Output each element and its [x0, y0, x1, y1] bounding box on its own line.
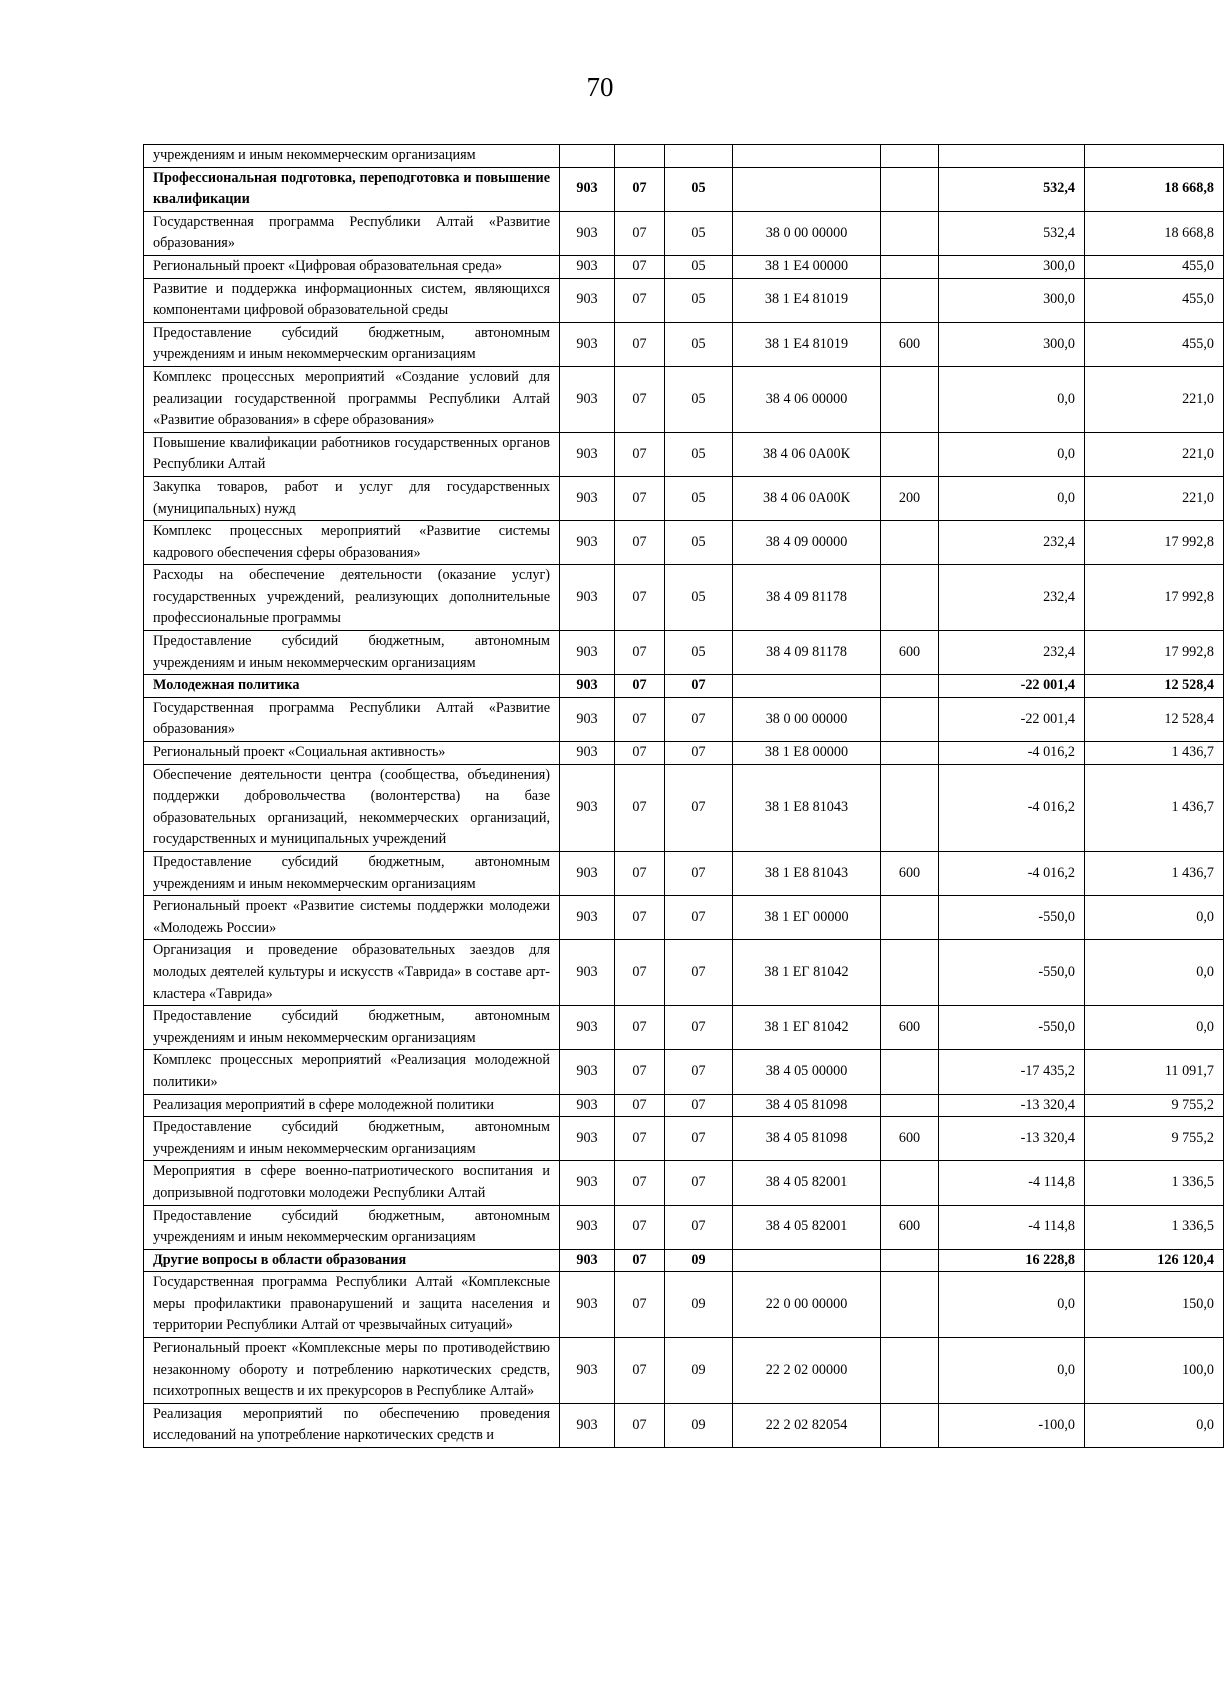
ministry-code-cell: 903	[560, 521, 615, 565]
item-name-cell: Организация и проведение образовательных заездов для молодых деятелей культуры и искусств «Таврида» в составе арт-кластера «Таврида»	[144, 940, 560, 1006]
amount-total-cell: 1 336,5	[1085, 1205, 1224, 1249]
table-row	[144, 631, 1224, 675]
target-article-cell: 38 1 ЕГ 81042	[733, 1006, 881, 1050]
ministry-code-cell: 903	[560, 322, 615, 366]
amount-change-cell: 0,0	[939, 476, 1085, 520]
subsection-code-cell: 07	[665, 1050, 733, 1094]
expense-type-cell	[881, 697, 939, 741]
amount-change-cell: 232,4	[939, 631, 1085, 675]
ministry-code-cell: 903	[560, 432, 615, 476]
amount-change-cell: 532,4	[939, 167, 1085, 211]
subsection-code-cell: 07	[665, 852, 733, 896]
ministry-code-cell: 903	[560, 742, 615, 765]
amount-total-cell: 0,0	[1085, 940, 1224, 1006]
section-code-cell: 07	[615, 1006, 665, 1050]
target-article-cell: 38 4 05 82001	[733, 1161, 881, 1205]
expense-type-cell	[881, 1094, 939, 1117]
amount-total-cell: 18 668,8	[1085, 167, 1224, 211]
target-article-cell: 38 1 ЕГ 81042	[733, 940, 881, 1006]
section-code-cell: 07	[615, 476, 665, 520]
target-article-cell: 38 1 Е8 81043	[733, 764, 881, 851]
item-name-cell: Закупка товаров, работ и услуг для государственных (муниципальных) нужд	[144, 476, 560, 520]
target-article-cell: 38 4 05 81098	[733, 1094, 881, 1117]
item-name-cell: Предоставление субсидий бюджетным, автономным учреждениям и иным некоммерческим организациям	[144, 1205, 560, 1249]
item-name-cell: Развитие и поддержка информационных систем, являющихся компонентами цифровой образовательной среды	[144, 278, 560, 322]
expense-type-cell	[881, 742, 939, 765]
target-article-cell: 38 0 00 00000	[733, 697, 881, 741]
amount-total-cell: 150,0	[1085, 1272, 1224, 1338]
ministry-code-cell: 903	[560, 1094, 615, 1117]
amount-total-cell: 12 528,4	[1085, 675, 1224, 698]
item-name-cell: Комплекс процессных мероприятий «Реализация молодежной политики»	[144, 1050, 560, 1094]
item-name-cell: Расходы на обеспечение деятельности (оказание услуг) государственных учреждений, реализующих дополнительные профессиональные программы	[144, 565, 560, 631]
subsection-code-cell: 05	[665, 476, 733, 520]
subsection-code-cell: 05	[665, 322, 733, 366]
table-row	[144, 521, 1224, 565]
expense-type-cell	[881, 1338, 939, 1404]
item-name-cell: Реализация мероприятий в сфере молодежной политики	[144, 1094, 560, 1117]
ministry-code-cell: 903	[560, 1205, 615, 1249]
item-name-cell: Государственная программа Республики Алтай «Развитие образования»	[144, 211, 560, 255]
amount-change-cell: 232,4	[939, 521, 1085, 565]
target-article-cell: 38 1 Е4 00000	[733, 255, 881, 278]
expense-type-cell: 600	[881, 631, 939, 675]
amount-total-cell: 455,0	[1085, 322, 1224, 366]
amount-total-cell: 1 436,7	[1085, 852, 1224, 896]
target-article-cell: 38 4 09 00000	[733, 521, 881, 565]
item-name-cell: Региональный проект «Комплексные меры по противодействию незаконному обороту и потреблению наркотических средств, психотропных веществ и их прекурсоров в Республике Алтай»	[144, 1338, 560, 1404]
ministry-code-cell: 903	[560, 675, 615, 698]
table-row	[144, 1006, 1224, 1050]
table-row	[144, 322, 1224, 366]
table-row	[144, 1205, 1224, 1249]
amount-change-cell: 0,0	[939, 1272, 1085, 1338]
expense-type-cell	[881, 1403, 939, 1447]
target-article-cell: 38 4 06 0А00К	[733, 432, 881, 476]
item-name-cell: Региональный проект «Социальная активность»	[144, 742, 560, 765]
amount-change-cell: -550,0	[939, 1006, 1085, 1050]
expense-type-cell	[881, 255, 939, 278]
ministry-code-cell: 903	[560, 764, 615, 851]
ministry-code-cell: 903	[560, 1272, 615, 1338]
subsection-code-cell: 07	[665, 1094, 733, 1117]
table-row	[144, 1272, 1224, 1338]
target-article-cell: 38 4 05 82001	[733, 1205, 881, 1249]
amount-total-cell: 0,0	[1085, 896, 1224, 940]
subsection-code-cell: 07	[665, 940, 733, 1006]
subsection-code-cell: 05	[665, 278, 733, 322]
expense-type-cell: 600	[881, 1117, 939, 1161]
table-row	[144, 1094, 1224, 1117]
target-article-cell: 38 4 06 00000	[733, 366, 881, 432]
section-code-cell: 07	[615, 697, 665, 741]
table-row	[144, 476, 1224, 520]
target-article-cell: 38 4 05 81098	[733, 1117, 881, 1161]
target-article-cell	[733, 145, 881, 168]
subsection-code-cell: 07	[665, 1161, 733, 1205]
section-code-cell: 07	[615, 1117, 665, 1161]
section-code-cell: 07	[615, 432, 665, 476]
expense-type-cell	[881, 896, 939, 940]
table-row	[144, 764, 1224, 851]
subsection-code-cell: 07	[665, 764, 733, 851]
item-name-cell: Предоставление субсидий бюджетным, автономным учреждениям и иным некоммерческим организациям	[144, 631, 560, 675]
expense-type-cell	[881, 1050, 939, 1094]
section-code-cell: 07	[615, 1272, 665, 1338]
item-name-cell: Мероприятия в сфере военно-патриотического воспитания и допризывной подготовки молодежи Республики Алтай	[144, 1161, 560, 1205]
amount-change-cell: -17 435,2	[939, 1050, 1085, 1094]
amount-change-cell: 0,0	[939, 366, 1085, 432]
item-name-cell: Повышение квалификации работников государственных органов Республики Алтай	[144, 432, 560, 476]
ministry-code-cell: 903	[560, 366, 615, 432]
ministry-code-cell: 903	[560, 1249, 615, 1272]
ministry-code-cell: 903	[560, 1403, 615, 1447]
amount-change-cell: -4 016,2	[939, 852, 1085, 896]
item-name-cell: Комплекс процессных мероприятий «Создание условий для реализации государственной программы Республики Алтай «Развитие образования» в сфере образования»	[144, 366, 560, 432]
item-name-cell: Профессиональная подготовка, переподготовка и повышение квалификации	[144, 167, 560, 211]
subsection-code-cell: 09	[665, 1272, 733, 1338]
table-row	[144, 1249, 1224, 1272]
amount-total-cell: 1 336,5	[1085, 1161, 1224, 1205]
budget-table	[143, 144, 1224, 1448]
subsection-code-cell: 05	[665, 565, 733, 631]
subsection-code-cell: 05	[665, 521, 733, 565]
subsection-code-cell: 07	[665, 1117, 733, 1161]
ministry-code-cell: 903	[560, 896, 615, 940]
amount-total-cell: 0,0	[1085, 1006, 1224, 1050]
amount-total-cell: 221,0	[1085, 432, 1224, 476]
amount-change-cell: -13 320,4	[939, 1117, 1085, 1161]
item-name-cell: Предоставление субсидий бюджетным, автономным учреждениям и иным некоммерческим организациям	[144, 1006, 560, 1050]
subsection-code-cell: 05	[665, 167, 733, 211]
section-code-cell: 07	[615, 255, 665, 278]
amount-total-cell: 18 668,8	[1085, 211, 1224, 255]
amount-change-cell: -550,0	[939, 940, 1085, 1006]
ministry-code-cell: 903	[560, 697, 615, 741]
item-name-cell: Государственная программа Республики Алтай «Развитие образования»	[144, 697, 560, 741]
amount-total-cell: 1 436,7	[1085, 742, 1224, 765]
target-article-cell: 38 1 Е8 81043	[733, 852, 881, 896]
item-name-cell: Молодежная политика	[144, 675, 560, 698]
target-article-cell: 22 0 00 00000	[733, 1272, 881, 1338]
amount-total-cell: 9 755,2	[1085, 1094, 1224, 1117]
ministry-code-cell: 903	[560, 1006, 615, 1050]
amount-total-cell	[1085, 145, 1224, 168]
item-name-cell: Реализация мероприятий по обеспечению проведения исследований на употребление наркотических средств и	[144, 1403, 560, 1447]
section-code-cell: 07	[615, 167, 665, 211]
amount-change-cell: -550,0	[939, 896, 1085, 940]
ministry-code-cell: 903	[560, 940, 615, 1006]
amount-total-cell: 0,0	[1085, 1403, 1224, 1447]
item-name-cell: Региональный проект «Развитие системы поддержки молодежи «Молодежь России»	[144, 896, 560, 940]
expense-type-cell	[881, 521, 939, 565]
expense-type-cell: 600	[881, 852, 939, 896]
subsection-code-cell: 05	[665, 211, 733, 255]
amount-total-cell: 126 120,4	[1085, 1249, 1224, 1272]
table-row	[144, 697, 1224, 741]
expense-type-cell	[881, 1161, 939, 1205]
amount-total-cell: 11 091,7	[1085, 1050, 1224, 1094]
table-row	[144, 432, 1224, 476]
item-name-cell: Предоставление субсидий бюджетным, автономным учреждениям и иным некоммерческим организациям	[144, 1117, 560, 1161]
subsection-code-cell	[665, 145, 733, 168]
section-code-cell: 07	[615, 211, 665, 255]
ministry-code-cell: 903	[560, 1161, 615, 1205]
amount-change-cell: -4 016,2	[939, 764, 1085, 851]
subsection-code-cell: 07	[665, 675, 733, 698]
target-article-cell	[733, 167, 881, 211]
target-article-cell: 38 0 00 00000	[733, 211, 881, 255]
expense-type-cell	[881, 432, 939, 476]
expense-type-cell	[881, 940, 939, 1006]
table-row	[144, 1117, 1224, 1161]
expense-type-cell	[881, 565, 939, 631]
expense-type-cell	[881, 211, 939, 255]
expense-type-cell	[881, 278, 939, 322]
table-row	[144, 940, 1224, 1006]
target-article-cell: 38 1 Е4 81019	[733, 322, 881, 366]
ministry-code-cell: 903	[560, 852, 615, 896]
section-code-cell: 07	[615, 1094, 665, 1117]
amount-change-cell: 0,0	[939, 1338, 1085, 1404]
section-code-cell: 07	[615, 896, 665, 940]
section-code-cell: 07	[615, 278, 665, 322]
expense-type-cell: 600	[881, 1006, 939, 1050]
item-name-cell: Обеспечение деятельности центра (сообщества, объединения) поддержки добровольчества (волонтерства) на базе образовательных организаций, некоммерческих организаций, государственных и муниципальных учреждений	[144, 764, 560, 851]
subsection-code-cell: 09	[665, 1403, 733, 1447]
section-code-cell	[615, 145, 665, 168]
page-number: 70	[586, 72, 614, 102]
amount-change-cell: 232,4	[939, 565, 1085, 631]
subsection-code-cell: 07	[665, 1006, 733, 1050]
amount-change-cell: 16 228,8	[939, 1249, 1085, 1272]
section-code-cell: 07	[615, 521, 665, 565]
expense-type-cell	[881, 1272, 939, 1338]
ministry-code-cell: 903	[560, 167, 615, 211]
target-article-cell	[733, 675, 881, 698]
expense-type-cell	[881, 1249, 939, 1272]
table-row	[144, 1338, 1224, 1404]
item-name-cell: учреждениям и иным некоммерческим организациям	[144, 145, 560, 168]
section-code-cell: 07	[615, 631, 665, 675]
expense-type-cell: 600	[881, 322, 939, 366]
ministry-code-cell: 903	[560, 1050, 615, 1094]
table-row	[144, 742, 1224, 765]
amount-change-cell: -22 001,4	[939, 697, 1085, 741]
amount-change-cell: -4 114,8	[939, 1205, 1085, 1249]
table-row	[144, 255, 1224, 278]
subsection-code-cell: 07	[665, 896, 733, 940]
amount-total-cell: 17 992,8	[1085, 631, 1224, 675]
ministry-code-cell: 903	[560, 255, 615, 278]
table-row	[144, 896, 1224, 940]
table-row	[144, 145, 1224, 168]
subsection-code-cell: 07	[665, 697, 733, 741]
amount-change-cell: 300,0	[939, 278, 1085, 322]
item-name-cell: Региональный проект «Цифровая образовательная среда»	[144, 255, 560, 278]
target-article-cell	[733, 1249, 881, 1272]
table-row	[144, 211, 1224, 255]
ministry-code-cell: 903	[560, 1117, 615, 1161]
item-name-cell: Комплекс процессных мероприятий «Развитие системы кадрового обеспечения сферы образования»	[144, 521, 560, 565]
section-code-cell: 07	[615, 1249, 665, 1272]
expense-type-cell	[881, 145, 939, 168]
amount-total-cell: 221,0	[1085, 476, 1224, 520]
ministry-code-cell: 903	[560, 565, 615, 631]
amount-total-cell: 1 436,7	[1085, 764, 1224, 851]
amount-total-cell: 455,0	[1085, 255, 1224, 278]
ministry-code-cell: 903	[560, 211, 615, 255]
expense-type-cell	[881, 764, 939, 851]
section-code-cell: 07	[615, 1338, 665, 1404]
subsection-code-cell: 07	[665, 742, 733, 765]
item-name-cell: Другие вопросы в области образования	[144, 1249, 560, 1272]
ministry-code-cell	[560, 145, 615, 168]
ministry-code-cell: 903	[560, 278, 615, 322]
amount-total-cell: 100,0	[1085, 1338, 1224, 1404]
ministry-code-cell: 903	[560, 631, 615, 675]
target-article-cell: 38 1 Е4 81019	[733, 278, 881, 322]
expense-type-cell	[881, 675, 939, 698]
section-code-cell: 07	[615, 764, 665, 851]
target-article-cell: 22 2 02 82054	[733, 1403, 881, 1447]
table-row	[144, 278, 1224, 322]
subsection-code-cell: 09	[665, 1338, 733, 1404]
section-code-cell: 07	[615, 675, 665, 698]
amount-change-cell: 300,0	[939, 255, 1085, 278]
subsection-code-cell: 07	[665, 1205, 733, 1249]
target-article-cell: 38 1 ЕГ 00000	[733, 896, 881, 940]
table-row	[144, 1161, 1224, 1205]
amount-total-cell: 455,0	[1085, 278, 1224, 322]
amount-change-cell: 532,4	[939, 211, 1085, 255]
subsection-code-cell: 05	[665, 631, 733, 675]
section-code-cell: 07	[615, 322, 665, 366]
target-article-cell: 38 4 09 81178	[733, 565, 881, 631]
table-body	[144, 145, 1224, 1448]
amount-change-cell: -4 016,2	[939, 742, 1085, 765]
target-article-cell: 38 4 09 81178	[733, 631, 881, 675]
section-code-cell: 07	[615, 1161, 665, 1205]
amount-change-cell: -100,0	[939, 1403, 1085, 1447]
section-code-cell: 07	[615, 366, 665, 432]
table-row	[144, 565, 1224, 631]
table-row	[144, 366, 1224, 432]
item-name-cell: Предоставление субсидий бюджетным, автономным учреждениям и иным некоммерческим организациям	[144, 322, 560, 366]
section-code-cell: 07	[615, 1403, 665, 1447]
ministry-code-cell: 903	[560, 476, 615, 520]
ministry-code-cell: 903	[560, 1338, 615, 1404]
amount-change-cell	[939, 145, 1085, 168]
amount-change-cell: 0,0	[939, 432, 1085, 476]
amount-change-cell: -13 320,4	[939, 1094, 1085, 1117]
subsection-code-cell: 09	[665, 1249, 733, 1272]
table-row	[144, 1050, 1224, 1094]
expense-type-cell	[881, 366, 939, 432]
table-row	[144, 167, 1224, 211]
amount-total-cell: 17 992,8	[1085, 565, 1224, 631]
target-article-cell: 38 4 05 00000	[733, 1050, 881, 1094]
target-article-cell: 22 2 02 00000	[733, 1338, 881, 1404]
table-row	[144, 675, 1224, 698]
item-name-cell: Предоставление субсидий бюджетным, автономным учреждениям и иным некоммерческим организациям	[144, 852, 560, 896]
amount-total-cell: 17 992,8	[1085, 521, 1224, 565]
target-article-cell: 38 1 Е8 00000	[733, 742, 881, 765]
expense-type-cell: 200	[881, 476, 939, 520]
target-article-cell: 38 4 06 0А00К	[733, 476, 881, 520]
section-code-cell: 07	[615, 1205, 665, 1249]
amount-total-cell: 12 528,4	[1085, 697, 1224, 741]
section-code-cell: 07	[615, 940, 665, 1006]
subsection-code-cell: 05	[665, 432, 733, 476]
amount-change-cell: -22 001,4	[939, 675, 1085, 698]
section-code-cell: 07	[615, 742, 665, 765]
amount-total-cell: 221,0	[1085, 366, 1224, 432]
section-code-cell: 07	[615, 1050, 665, 1094]
table-row	[144, 852, 1224, 896]
amount-change-cell: 300,0	[939, 322, 1085, 366]
section-code-cell: 07	[615, 852, 665, 896]
expense-type-cell: 600	[881, 1205, 939, 1249]
section-code-cell: 07	[615, 565, 665, 631]
subsection-code-cell: 05	[665, 366, 733, 432]
subsection-code-cell: 05	[665, 255, 733, 278]
item-name-cell: Государственная программа Республики Алтай «Комплексные меры профилактики правонарушений и защита населения и территории Республики Алтай от чрезвычайных ситуаций»	[144, 1272, 560, 1338]
table-row	[144, 1403, 1224, 1447]
amount-total-cell: 9 755,2	[1085, 1117, 1224, 1161]
expense-type-cell	[881, 167, 939, 211]
amount-change-cell: -4 114,8	[939, 1161, 1085, 1205]
